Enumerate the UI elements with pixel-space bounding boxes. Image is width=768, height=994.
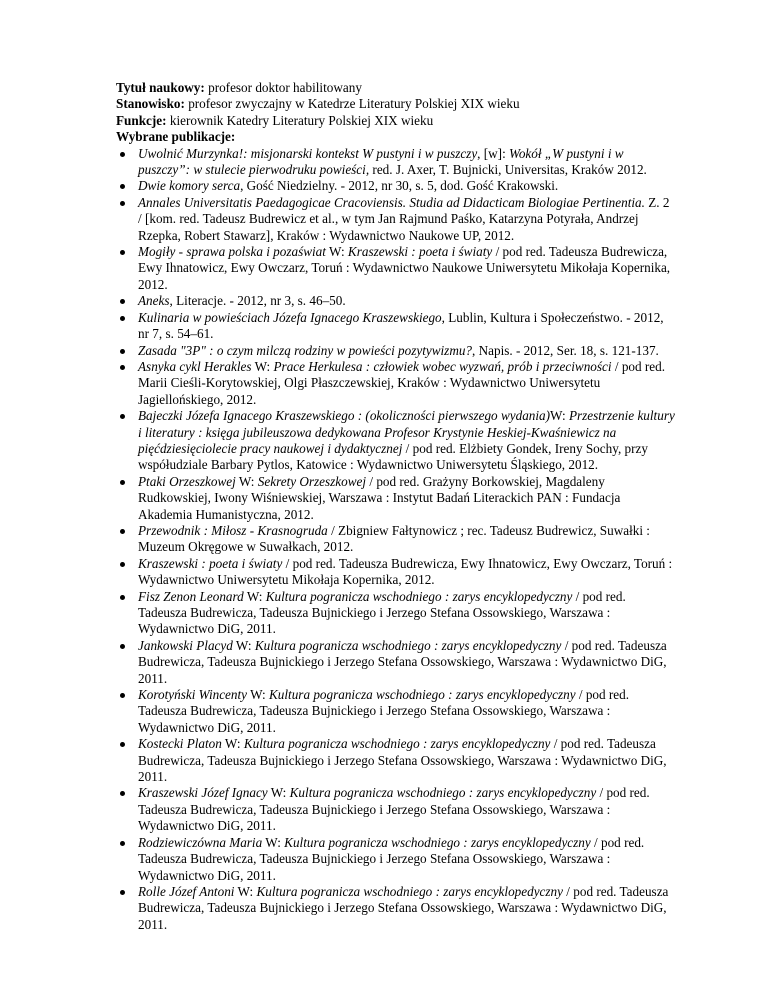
bullet-icon: [120, 349, 125, 354]
publication-text: / pod red. Elżbiety Gondek, Ireny Sochy, przy współudziale Barbary Pytlos, Katowice : Wydawnictwo Uniwersytetu Śląskiego, 2012.: [138, 440, 648, 473]
publication-text: Z. 2 / [kom. red. Tadeusz Budrewicz et al., w tym Jan Rajmund Paśko, Katarzyna Potyrała, Andrzej Rzepka, Robert Stawarz], Kraków : Wydawnictwo Naukowe UP, 2012.: [138, 194, 670, 243]
bullet-icon: [120, 841, 125, 846]
bullet-icon: [120, 693, 125, 698]
position-value: profesor zwyczajny w Katedrze Literatury Polskiej XIX wieku: [184, 96, 520, 112]
publication-item: [116, 556, 676, 589]
publication-title-text: Kraszewski Józef Ignacy: [138, 785, 268, 801]
publication-title-text: Fisz Zenon Leonard: [138, 588, 244, 604]
publication-text: W:: [234, 883, 257, 899]
document-body: [116, 80, 676, 933]
academic-title-line: [116, 80, 676, 96]
publication-title-text: Przewodnik : Miłosz - Krasnogruda: [138, 522, 328, 538]
publication-text: / pod red. Tadeusza Budrewicza, Tadeusza Bujnickiego i Jerzego Stefana Ossowskiego, Warszawa : Wydawnictwo DiG, 2011.: [138, 588, 626, 637]
publication-item: [116, 343, 676, 359]
publication-title-text: Wokół „W pustyni i w puszczy”: w stulecie pierwodruku powieści,: [138, 145, 624, 178]
publication-title-text: Aneks: [138, 293, 170, 309]
bullet-icon: [120, 316, 125, 321]
publication-text: red. J. Axer, T. Bujnicki, Universitas, Kraków 2012.: [369, 162, 647, 178]
publication-title-text: Zasada "3P" : o czym milczą rodziny w powieści pozytywizmu?: [138, 342, 473, 358]
publication-text: / pod red. Tadeusza Budrewicza, Tadeusza Bujnickiego i Jerzego Stefana Ossowskiego, Warszawa : Wydawnictwo DiG, 2011.: [138, 785, 650, 834]
publication-title-text: Kultura pogranicza wschodniego : zarys encyklopedyczny: [265, 588, 573, 604]
publication-text: W:: [243, 588, 266, 604]
publication-title-text: Ptaki Orzeszkowej: [138, 473, 236, 489]
position-line: [116, 96, 676, 112]
publication-title-text: Kultura pogranicza wschodniego : zarys encyklopedyczny: [289, 785, 597, 801]
publication-item: [116, 638, 676, 687]
bullet-icon: [120, 250, 125, 255]
functions-label: Funkcje:: [116, 112, 167, 128]
publication-item: [116, 293, 676, 309]
publication-text: / pod red. Tadeusza Budrewicza, Ewy Ihnatowicz, Ewy Owczarz, Toruń : Wydawnictwo Naukowe Uniwersytetu Mikołaja Kopernika, 2012.: [138, 244, 671, 292]
publication-text: W:: [232, 637, 255, 653]
publication-text: , [w]:: [477, 145, 510, 161]
bullet-icon: [120, 595, 125, 600]
publication-title-text: Prace Herkulesa : człowiek wobec wyzwań, prób i przeciwności: [273, 358, 612, 374]
publication-item: [116, 310, 676, 343]
publication-item: [116, 736, 676, 785]
bullet-icon: [120, 791, 125, 796]
publication-title-text: Uwolnić Murzynka!: misjonarski kontekst W pustyni i w puszczy: [138, 145, 478, 161]
bullet-icon: [120, 201, 125, 206]
publication-text: / pod red. Grażyny Borkowskiej, Magdaleny Rudkowskiej, Iwony Wiśniewskiej, Warszawa : Instytut Badań Literackich PAN : Fundacja Akademia Humanistyczna, 2012.: [138, 473, 621, 522]
academic-title-value: profesor doktor habilitowany: [204, 80, 362, 95]
publication-text: W:: [235, 473, 258, 489]
publication-text: W:: [325, 244, 348, 260]
publication-text: / pod red. Tadeusza Budrewicza, Ewy Ihnatowicz, Ewy Owczarz, Toruń : Wydawnictwo Uniwersytetu Mikołaja Kopernika, 2012.: [138, 555, 673, 588]
bullet-icon: [120, 414, 125, 419]
position-label: Stanowisko:: [116, 96, 185, 112]
publication-item: [116, 523, 676, 556]
bullet-icon: [120, 562, 125, 567]
publication-title-text: Kultura pogranicza wschodniego : zarys encyklopedyczny: [284, 834, 591, 850]
publication-text: W:: [262, 834, 285, 850]
publication-title-text: Rodziewiczówna Maria: [138, 834, 263, 850]
publication-item: [116, 178, 676, 194]
publication-text: W:: [251, 358, 274, 374]
bullet-icon: [120, 890, 125, 895]
publications-heading: Wybrane publikacje:: [116, 129, 236, 145]
publication-title-text: Kultura pogranicza wschodniego : zarys encyklopedyczny: [243, 736, 551, 752]
bullet-icon: [120, 480, 125, 485]
publication-title-text: Mogiły - sprawa polska i pozaświat: [138, 244, 326, 260]
publication-item: [116, 244, 676, 293]
publication-title-text: Przestrzenie kultury i literatury : księga jubileuszowa dedykowana Profesor Krystynie Heskiej-Kwaśniewicz na pięćdziesięciolecie pracy naukowej i dydaktycznej: [138, 408, 675, 456]
publication-title-text: Korotyński Wincenty: [138, 687, 248, 703]
publication-item: [116, 687, 676, 736]
academic-title-label: Tytuł naukowy:: [116, 80, 205, 95]
functions-line: [116, 113, 676, 129]
publication-title-text: Kultura pogranicza wschodniego : zarys encyklopedyczny: [256, 883, 563, 899]
publication-item: [116, 835, 676, 884]
publication-item: [116, 195, 676, 244]
publication-text: / pod red. Tadeusza Budrewicza, Tadeusza Bujnickiego i Jerzego Stefana Ossowskiego, Warszawa : Wydawnictwo DiG, 2011.: [138, 736, 667, 785]
publication-item: [116, 884, 676, 933]
publication-item: [116, 785, 676, 834]
publication-text: / pod red. Marii Cieśli-Korytowskiej, Olgi Płaszczewskiej, Kraków : Wydawnictwo Uniwersytetu Jagiellońskiego, 2012.: [138, 358, 666, 407]
publication-item: [116, 589, 676, 638]
publication-item: [116, 146, 676, 179]
publication-text: W:: [267, 785, 290, 801]
publication-title-text: Kraszewski : poeta i światy: [138, 555, 283, 571]
bullet-icon: [120, 365, 125, 370]
publication-title-text: Kultura pogranicza wschodniego : zarys encyklopedyczny: [269, 687, 576, 703]
publication-text: , Literacje. - 2012, nr 3, s. 46–50.: [169, 293, 346, 309]
publication-item: [116, 408, 676, 474]
publications-heading-line: [116, 129, 676, 145]
bullet-icon: [120, 529, 125, 534]
publication-title-text: Kraszewski : poeta i światy: [347, 244, 493, 260]
publication-title-text: Bajeczki Józefa Ignacego Kraszewskiego : (okoliczności pierwszego wydania): [138, 408, 551, 424]
publication-text: / pod red. Tadeusza Budrewicza, Tadeusza Bujnickiego i Jerzego Stefana Ossowskiego, Warszawa : Wydawnictwo DiG, 2011.: [138, 687, 630, 735]
publication-text: / pod red. Tadeusza Budrewicza, Tadeusza Bujnickiego i Jerzego Stefana Ossowskiego, Warszawa : Wydawnictwo DiG, 2011.: [138, 637, 667, 686]
publication-text: / Zbigniew Fałtynowicz ; rec. Tadeusz Budrewicz, Suwałki : Muzeum Okręgowe w Suwałkach, 2012.: [138, 522, 650, 555]
publication-title-text: Kultura pogranicza wschodniego : zarys encyklopedyczny: [254, 637, 562, 653]
publication-title-text: Jankowski Placyd: [138, 637, 233, 653]
functions-value: kierownik Katedry Literatury Polskiej XIX wieku: [166, 112, 434, 128]
publication-text: W:: [247, 687, 269, 703]
publications-list: [116, 146, 676, 934]
publication-text: / pod red. Tadeusza Budrewicza, Tadeusza Bujnickiego i Jerzego Stefana Ossowskiego, Warszawa : Wydawnictwo DiG, 2011.: [138, 834, 645, 883]
publication-item: [116, 474, 676, 523]
publication-text: / pod red. Tadeusza Budrewicza, Tadeusza Bujnickiego i Jerzego Stefana Ossowskiego, Warszawa : Wydawnictwo DiG, 2011.: [138, 883, 669, 932]
bullet-icon: [120, 644, 125, 649]
publication-text: , Napis. - 2012, Ser. 18, s. 121-137.: [472, 342, 659, 358]
publication-title-text: Kulinaria w powieściach Józefa Ignacego Kraszewskiego: [138, 309, 442, 325]
publication-title-text: Dwie komory serca: [138, 178, 241, 194]
publication-title-text: Kostecki Platon: [138, 736, 222, 752]
publication-text: W:: [550, 408, 569, 424]
publication-title-text: Sekrety Orzeszkowej: [257, 473, 367, 489]
publication-text: , Gość Niedzielny. - 2012, nr 30, s. 5, dod. Gość Krakowski.: [240, 178, 559, 194]
bullet-icon: [120, 742, 125, 747]
publication-title-text: Asnyka cykl Herakles: [138, 358, 252, 374]
bullet-icon: [120, 299, 125, 304]
bullet-icon: [120, 184, 125, 189]
publication-title-text: Annales Universitatis Paedagogicae Cracoviensis. Studia ad Didacticam Biologiae Pertinentia.: [138, 194, 645, 210]
publication-title-text: Rolle Józef Antoni: [138, 883, 235, 899]
publication-item: [116, 359, 676, 408]
bullet-icon: [120, 152, 125, 157]
publication-text: W:: [221, 736, 244, 752]
publication-text: , Lublin, Kultura i Społeczeństwo. - 2012, nr 7, s. 54–61.: [138, 309, 664, 342]
